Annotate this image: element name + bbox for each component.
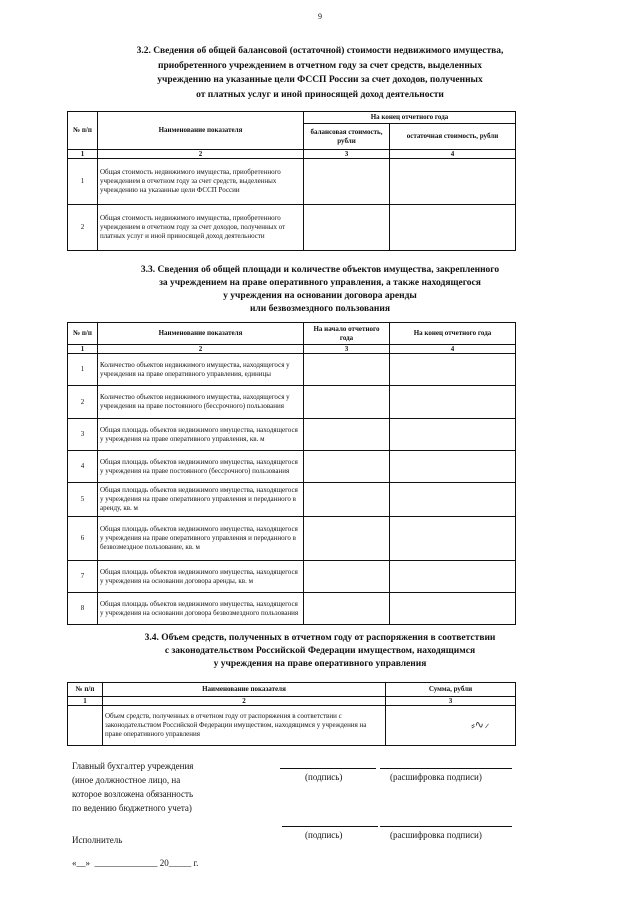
signature-caption: (подпись) <box>305 830 343 840</box>
col-index: 3 <box>386 697 516 706</box>
table-row <box>68 354 516 386</box>
col-name-header: Наименование показателя <box>98 112 304 150</box>
table-3-2 <box>67 111 516 251</box>
row-number: 6 <box>68 517 98 561</box>
table-row <box>68 386 516 419</box>
col-index: 4 <box>390 345 516 354</box>
row-number: 8 <box>68 593 98 625</box>
value-cell <box>386 706 516 746</box>
col-num-header: № п/п <box>68 683 103 697</box>
decode-caption: (расшифровка подписи) <box>390 830 482 840</box>
value-cell <box>304 483 390 517</box>
col-index: 2 <box>98 345 304 354</box>
row-label: Количество объектов недвижимого имущества, находящегося у учреждения на праве оперативного управления, единицы <box>98 354 304 386</box>
decode-caption: (расшифровка подписи) <box>390 772 482 782</box>
col-index: 3 <box>304 345 390 354</box>
value-cell <box>304 517 390 561</box>
table-3-4 <box>67 682 516 746</box>
row-number: 5 <box>68 483 98 517</box>
value-cell <box>304 593 390 625</box>
value-cell <box>304 419 390 451</box>
value-cell <box>390 483 516 517</box>
row-label: Общая площадь объектов недвижимого имущества, находящегося у учреждения на праве оперативного управления, кв. м <box>98 419 304 451</box>
col-num-header: № п/п <box>68 112 98 150</box>
row-label: Общая стоимость недвижимого имущества, приобретенного учреждением в отчетном году за счет средств, выделенных учреждению на указанные цели ФССП России <box>98 159 304 205</box>
col-end-header: На конец отчетного года <box>390 323 516 345</box>
row-number: 2 <box>68 386 98 419</box>
col-start-header: На начало отчетного года <box>304 323 390 345</box>
col-residual-header: остаточная стоимость, рубли <box>390 124 516 150</box>
row-number: 1 <box>68 354 98 386</box>
value-cell <box>390 419 516 451</box>
table-row <box>68 517 516 561</box>
col-num-header: № п/п <box>68 323 98 345</box>
value-cell <box>304 561 390 593</box>
table-row <box>68 593 516 625</box>
table-row <box>68 419 516 451</box>
col-index: 2 <box>103 697 386 706</box>
value-cell <box>390 354 516 386</box>
col-name-header: Наименование показателя <box>103 683 386 697</box>
section-3-2-title: 3.2. Сведения об общей балансовой (остаточной) стоимости недвижимого имущества, приобретенного учреждением в отчетном году за счет средств, выделенных учреждению на указанные цели ФССП России за счет доходов, полученных от платных услуг и иной приносящей доход деятельности <box>136 46 504 100</box>
value-cell <box>304 451 390 483</box>
decode-line <box>380 826 512 827</box>
signature-caption: (подпись) <box>305 772 343 782</box>
handwritten-mark-icon: ⸗∿⸝ <box>470 716 491 733</box>
chief-accountant-label: Главный бухгалтер учреждения (иное должностное лицо, на которое возложена обязанность по ведению бюджетного учета) <box>72 761 194 813</box>
col-name-header: Наименование показателя <box>98 323 304 345</box>
value-cell <box>390 159 516 205</box>
col-balance-header: балансовая стоимость, рубли <box>304 124 390 150</box>
col-group-header: На конец отчетного года <box>304 112 516 124</box>
col-index: 4 <box>390 150 516 159</box>
signature-line <box>282 826 378 827</box>
col-index: 1 <box>68 150 98 159</box>
row-label: Общая стоимость недвижимого имущества, приобретенного учреждением в отчетном году за счет доходов, полученных от платных услуг и иной приносящей доход деятельности <box>98 205 304 251</box>
row-number: 4 <box>68 451 98 483</box>
row-number: 1 <box>68 159 98 205</box>
page-number: 9 <box>318 12 322 21</box>
value-cell <box>390 593 516 625</box>
section-3-4-title: 3.4. Объем средств, полученных в отчетном году от распоряжения в соответствии с законодательством Российской Федерации имуществом, находящимся у учреждения на праве оперативного управления <box>144 633 496 669</box>
value-cell <box>304 386 390 419</box>
row-label: Количество объектов недвижимого имущества, находящегося у учреждения на праве постоянного (бессрочного) пользования <box>98 386 304 419</box>
row-label: Общая площадь объектов недвижимого имущества, находящегося у учреждения на праве оперативного управления и переданного в безвозмездное пользование, кв. м <box>98 517 304 561</box>
row-label: Общая площадь объектов недвижимого имущества, находящегося у учреждения на основании договора аренды, кв. м <box>98 561 304 593</box>
table-row <box>68 706 516 746</box>
row-number: 3 <box>68 419 98 451</box>
decode-line <box>380 768 512 769</box>
col-index: 1 <box>68 697 103 706</box>
col-index: 3 <box>304 150 390 159</box>
table-row <box>68 483 516 517</box>
value-cell <box>390 517 516 561</box>
value-cell <box>390 561 516 593</box>
table-row <box>68 451 516 483</box>
signature-line <box>280 768 376 769</box>
table-row <box>68 561 516 593</box>
row-number: 7 <box>68 561 98 593</box>
row-label: Общая площадь объектов недвижимого имущества, находящегося у учреждения на праве постоянного (бессрочного) пользования <box>98 451 304 483</box>
value-cell <box>304 205 390 251</box>
col-index: 2 <box>98 150 304 159</box>
value-cell <box>390 205 516 251</box>
section-3-3-title: 3.3. Сведения об общей площади и количестве объектов имущества, закрепленного за учреждением на праве оперативного управления, а также находящегося у учреждения на основании договора аренды или безвозмездного пользования <box>140 265 500 314</box>
col-index: 1 <box>68 345 98 354</box>
table-row <box>68 159 516 205</box>
date-line: «__» ______________ 20_____ г. <box>72 858 199 868</box>
row-number: 2 <box>68 205 98 251</box>
col-sum-header: Сумма, рубли <box>386 683 516 697</box>
row-label: Общая площадь объектов недвижимого имущества, находящегося у учреждения на основании договора безвозмездного пользования <box>98 593 304 625</box>
value-cell <box>390 386 516 419</box>
row-label: Объем средств, полученных в отчетном году от распоряжения в соответствии с законодательством Российской Федерации имуществом, находящимся у учреждения на праве оперативного управления <box>103 706 386 746</box>
value-cell <box>304 159 390 205</box>
value-cell <box>390 451 516 483</box>
table-3-3 <box>67 322 516 625</box>
table-row <box>68 205 516 251</box>
row-label: Общая площадь объектов недвижимого имущества, находящегося у учреждения на праве оперативного управления и переданного в аренду, кв. м <box>98 483 304 517</box>
executor-label: Исполнитель <box>72 835 123 845</box>
value-cell <box>304 354 390 386</box>
row-number <box>68 706 103 746</box>
